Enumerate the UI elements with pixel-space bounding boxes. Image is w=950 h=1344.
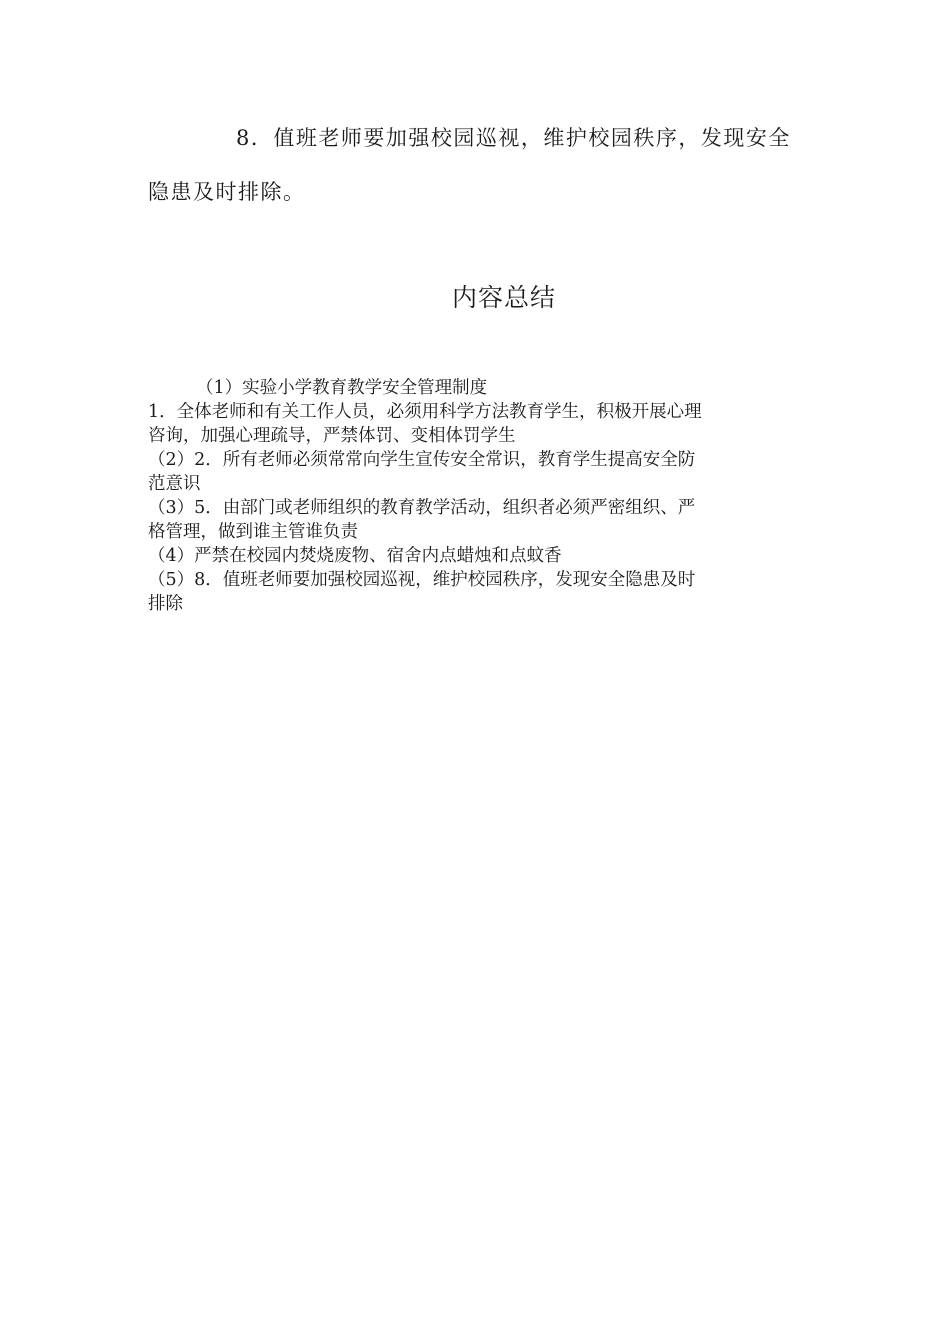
paragraph-line-2: 隐患及时排除。 <box>148 180 306 204</box>
summary-line: 范意识 <box>148 474 201 494</box>
summary-line: 1．全体老师和有关工作人员，必须用科学方法教育学生，积极开展心理 <box>148 402 702 422</box>
summary-line: 排除 <box>148 594 183 614</box>
summary-line: （2）2．所有老师必须常常向学生宣传安全常识，教育学生提高安全防 <box>148 450 696 470</box>
summary-line: 咨询，加强心理疏导，严禁体罚、变相体罚学生 <box>148 426 516 446</box>
summary-line: （5）8．值班老师要加强校园巡视，维护校园秩序，发现安全隐患及时 <box>148 570 696 590</box>
summary-line: （4）严禁在校园内焚烧废物、宿舍内点蜡烛和点蚊香 <box>148 546 562 566</box>
summary-body <box>148 376 808 616</box>
paragraph-line-1: 8．值班老师要加强校园巡视，维护校园秩序，发现安全 <box>236 126 791 150</box>
summary-line: 格管理，做到谁主管谁负责 <box>148 522 358 542</box>
summary-heading: 内容总结 <box>451 283 556 312</box>
summary-line: （1）实验小学教育教学安全管理制度 <box>196 378 488 398</box>
summary-line: （3）5．由部门或老师组织的教育教学活动，组织者必须严密组织、严 <box>148 498 696 518</box>
